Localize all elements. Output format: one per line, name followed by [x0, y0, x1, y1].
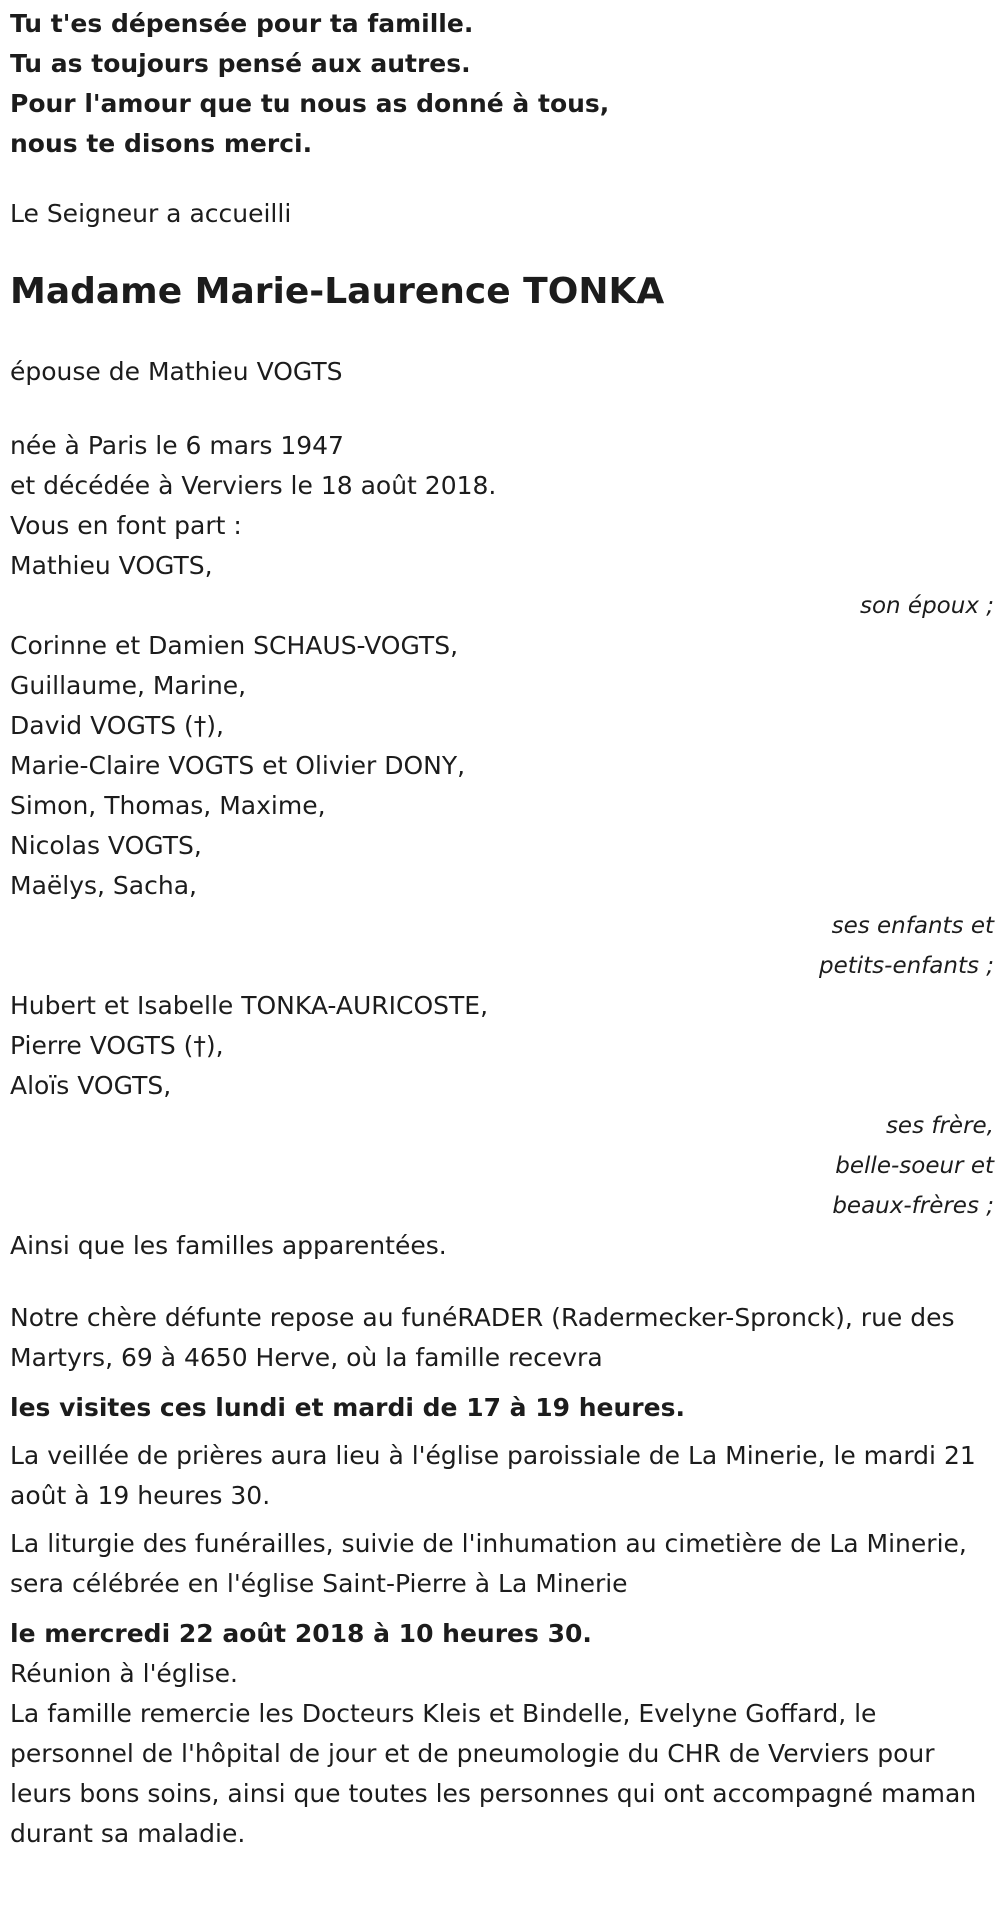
family-name: Hubert et Isabelle TONKA-AURICOSTE,	[10, 991, 489, 1020]
poem-line: Pour l'amour que tu nous as donné à tous,	[10, 89, 610, 118]
ceremony-date: le mercredi 22 août 2018 à 10 heures 30.	[10, 1619, 592, 1648]
poem-line: nous te disons merci.	[10, 129, 313, 158]
thanks-paragraph: La famille remercie les Docteurs Kleis et Bindelle, Evelyne Goffard, le personnel de l'hôpital de jour et de pneumologie du CHR de Verviers pour leurs bons soins, ainsi que toutes les personnes qui ont accompagné maman durant sa maladie.	[10, 1699, 977, 1848]
family-name: Nicolas VOGTS,	[10, 831, 202, 860]
intro-text: Le Seigneur a accueilli	[10, 199, 292, 228]
spouse-line: épouse de Mathieu VOGTS	[10, 357, 343, 386]
poem-line: Tu t'es dépensée pour ta famille.	[10, 9, 474, 38]
meeting-line: Réunion à l'église.	[10, 1659, 238, 1688]
deceased-name: Madame Marie-Laurence TONKA	[10, 271, 665, 312]
relation-label: petits-enfants ;	[818, 953, 994, 979]
family-name: Pierre VOGTS (†),	[10, 1031, 224, 1060]
family-name: Marie-Claire VOGTS et Olivier DONY,	[10, 751, 466, 780]
poem-line: Tu as toujours pensé aux autres.	[10, 49, 471, 78]
family-siblings	[10, 986, 994, 1226]
relation-label: son époux ;	[859, 593, 994, 619]
relation-label: belle-soeur et	[835, 1153, 994, 1179]
rest-paragraph: Notre chère défunte repose au funéRADER (Radermecker-Spronck), rue des Martyrs, 69 à 4650 Herve, où la famille recevra	[10, 1303, 955, 1372]
family-name: Mathieu VOGTS,	[10, 551, 213, 580]
vigil-paragraph: La veillée de prières aura lieu à l'église paroissiale de La Minerie, le mardi 21 août à 19 heures 30.	[10, 1441, 976, 1510]
family-spouse	[10, 546, 994, 626]
liturgy-paragraph: La liturgie des funérailles, suivie de l'inhumation au cimetière de La Minerie, sera célébrée en l'église Saint-Pierre à La Minerie	[10, 1529, 967, 1598]
death-line: et décédée à Verviers le 18 août 2018.	[10, 471, 497, 500]
relation-label: beaux-frères ;	[832, 1193, 994, 1219]
family-name: Maëlys, Sacha,	[10, 871, 197, 900]
family-children	[10, 626, 994, 986]
birth-line: née à Paris le 6 mars 1947	[10, 431, 344, 460]
family-name: Corinne et Damien SCHAUS-VOGTS,	[10, 631, 459, 660]
family-name: Simon, Thomas, Maxime,	[10, 791, 326, 820]
family-name: Aloïs VOGTS,	[10, 1071, 172, 1100]
visits-line: les visites ces lundi et mardi de 17 à 19 heures.	[10, 1393, 685, 1422]
poem	[10, 0, 994, 164]
relatives-line: Ainsi que les familles apparentées.	[10, 1231, 447, 1260]
announce-line: Vous en font part :	[10, 511, 242, 540]
relation-label: ses enfants et	[831, 913, 994, 939]
relation-label: ses frère,	[885, 1113, 994, 1139]
obituary-page	[10, 0, 994, 1854]
family-name: David VOGTS (†),	[10, 711, 224, 740]
family-name: Guillaume, Marine,	[10, 671, 247, 700]
